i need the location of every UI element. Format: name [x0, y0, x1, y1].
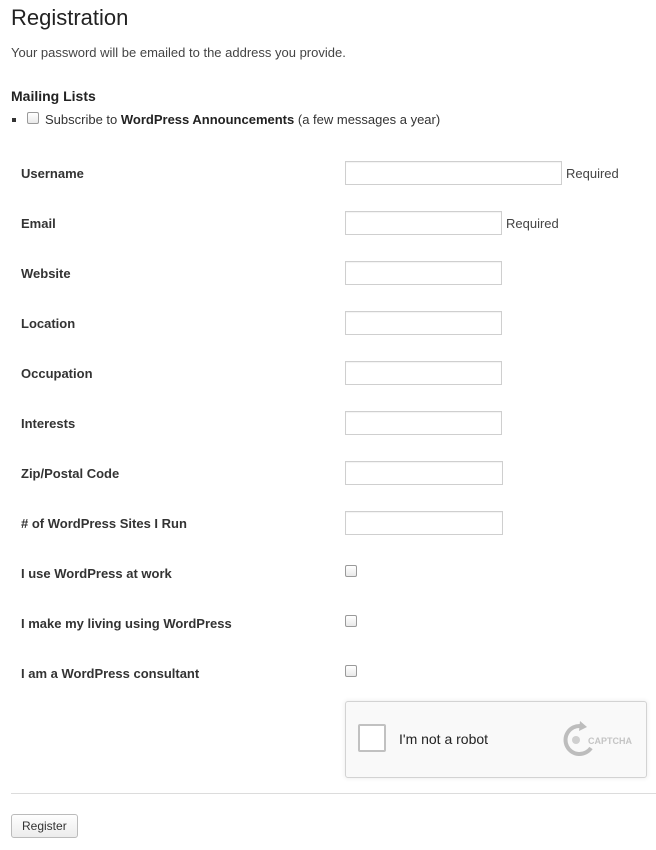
page-title: Registration [11, 5, 129, 30]
mailing-lists-heading: Mailing Lists [11, 88, 96, 104]
occupation-input[interactable] [345, 361, 502, 385]
email-label: Email [21, 216, 56, 231]
interests-input[interactable] [345, 411, 502, 435]
living-label: I make my living using WordPress [21, 616, 232, 631]
zip-label: Zip/Postal Code [21, 466, 120, 481]
zip-input[interactable] [345, 461, 503, 485]
form-divider [11, 793, 656, 794]
location-label: Location [21, 316, 76, 331]
consultant-checkbox[interactable] [345, 665, 357, 677]
username-label: Username [21, 166, 84, 181]
list-bullet [12, 118, 16, 122]
email-required-note: Required [506, 216, 559, 231]
location-input[interactable] [345, 311, 502, 335]
interests-label: Interests [21, 416, 76, 431]
username-required-note: Required [566, 166, 619, 181]
register-button[interactable]: Register [11, 814, 78, 838]
recaptcha-label: I'm not a robot [399, 731, 489, 747]
subscribe-announcements-label: Subscribe to WordPress Announcements (a few messages a year) [45, 112, 441, 127]
intro-text: Your password will be emailed to the address you provide. [11, 45, 346, 60]
work-use-label: I use WordPress at work [21, 566, 172, 581]
occupation-label: Occupation [21, 366, 93, 381]
website-input[interactable] [345, 261, 502, 285]
svg-text:CAPTCHA: CAPTCHA [588, 736, 632, 746]
consultant-label: I am a WordPress consultant [21, 666, 200, 681]
living-checkbox[interactable] [345, 615, 357, 627]
recaptcha-checkbox[interactable] [358, 724, 386, 752]
recaptcha-widget [345, 701, 647, 778]
work-use-checkbox[interactable] [345, 565, 357, 577]
website-label: Website [21, 266, 71, 281]
subscribe-announcements-checkbox[interactable] [27, 112, 39, 124]
username-input[interactable] [345, 161, 562, 185]
recaptcha-logo-icon [560, 720, 636, 760]
email-input[interactable] [345, 211, 502, 235]
sites-count-label: # of WordPress Sites I Run [21, 516, 187, 531]
sites-count-input[interactable] [345, 511, 503, 535]
